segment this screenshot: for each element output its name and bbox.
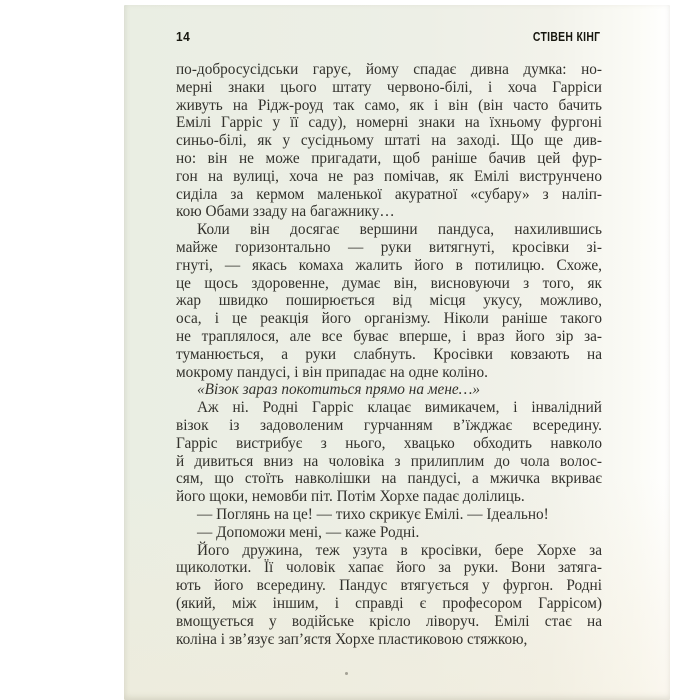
body-text bbox=[176, 61, 602, 648]
text-line: — Поглянь на це! — тихо скрикує Емілі. — Ідеально! bbox=[197, 505, 549, 523]
text-line: це щось здоровенне, думає він, висновуючи з того, як bbox=[176, 274, 602, 292]
text-line: Емілі Гарріс у її саду), номерні знаки на їхньому фургоні bbox=[176, 114, 602, 132]
text-line: живуть на Рідж-роуд так само, як і він (він часто бачить bbox=[176, 96, 602, 114]
text-line: синьо-білі, як у сусідньому штаті на заході. Що ще див- bbox=[176, 132, 602, 150]
text-line: майже горизонтально — руки витягнуті, кросівки зі- bbox=[176, 238, 602, 256]
text-line: «Візок зараз покотиться прямо на мене…» bbox=[197, 381, 480, 399]
text-line: й дивиться вниз на чоловіка з прилиплим до чола волос- bbox=[176, 452, 602, 470]
text-line: Його дружина, теж узута в кросівки, бере Хорхе за bbox=[197, 541, 602, 559]
text-line: щиколотки. Її чоловік хапає його за руки. Вони затяга- bbox=[176, 559, 602, 577]
text-line: по-добросусідськи гарує, йому спадає дивна думка: но- bbox=[176, 61, 602, 78]
text-line: сям, що стоїть навколішки на пандусі, а мжичка вкриває bbox=[176, 470, 602, 488]
book-page-photo bbox=[124, 5, 670, 700]
text-line: не траплялося, але все буває вперше, і враз його зір за- bbox=[176, 327, 602, 345]
text-line: жар швидко поширюється від місця укусу, можливо, bbox=[176, 292, 602, 310]
text-line: коліна і зв’язує зап’ястя Хорхе пластиковою стяжкою, bbox=[176, 630, 528, 648]
running-head bbox=[176, 29, 600, 44]
text-line: вмощується у водійське крісло ліворуч. Емілі стає на bbox=[176, 612, 602, 630]
text-line: гон на вулиці, хоча не раз помічав, як Емілі виструнчено bbox=[176, 167, 602, 185]
text-line: сиділа за кермом маленької акуратної «субару» з наліп- bbox=[176, 185, 602, 203]
text-line: Гарріс вистрибує з нього, хвацько обходить навколо bbox=[176, 434, 602, 452]
text-line: Коли він досягає вершини пандуса, нахилившись bbox=[197, 221, 602, 239]
text-line: (який, між іншим, і справді є професором Гаррісом) bbox=[176, 594, 602, 612]
text-line: но: він не може пригадати, щоб раніше бачив цей фур- bbox=[176, 149, 602, 167]
text-line: мерні знаки цього штату червоно-білі, і хоча Гарріси bbox=[176, 78, 602, 96]
text-line: — Допоможи мені, — каже Родні. bbox=[197, 523, 420, 541]
text-line: його щоки, немовби піт. Потім Хорхе падає долілиць. bbox=[176, 488, 525, 506]
text-line: Аж ні. Родні Гарріс клацає вимикачем, і інвалідний bbox=[197, 399, 602, 417]
page-speck bbox=[345, 672, 348, 675]
running-title: СТІВЕН КІНГ bbox=[532, 29, 600, 44]
text-line: туманюється, а руки слабнуть. Кросівки ковзають на bbox=[176, 345, 602, 363]
text-line: гнуті, — якась комаха жалить його в потилицю. Схоже, bbox=[176, 256, 602, 274]
text-line: ють його всередину. Пандус втягується у фургон. Родні bbox=[176, 577, 602, 595]
text-line: мокрому пандусі, і він припадає на одне коліно. bbox=[176, 363, 488, 381]
page-number: 14 bbox=[176, 29, 191, 44]
text-line: кою Обами ззаду на багажнику… bbox=[176, 203, 395, 221]
text-line: візок із задоволеним гурчанням в’їжджає всередину. bbox=[176, 416, 602, 434]
text-line: оса, і це реакція його організму. Ніколи раніше такого bbox=[176, 310, 602, 328]
